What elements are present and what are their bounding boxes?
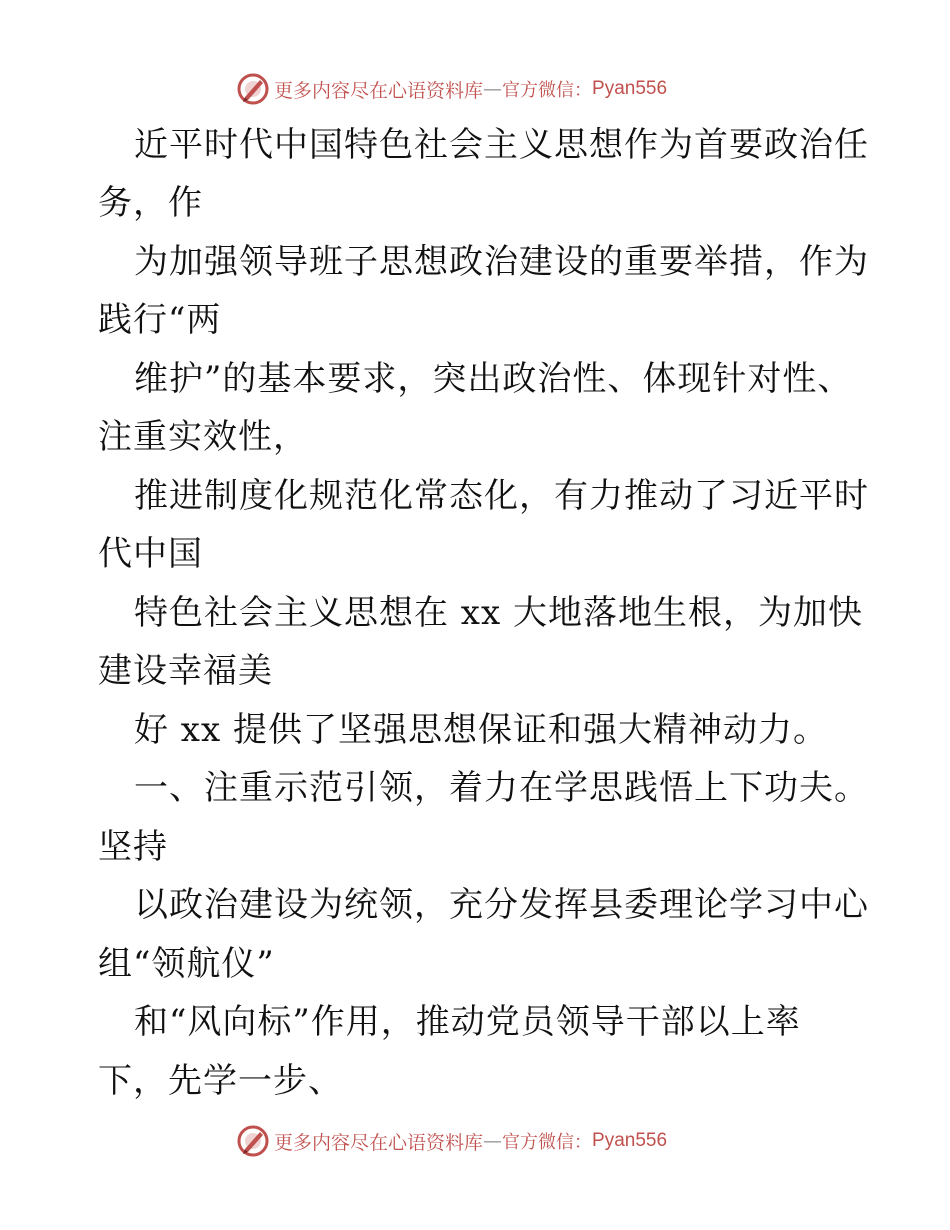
watermark-separator: — (483, 1130, 503, 1152)
watermark-text: 更多内容尽在心语资料库 (274, 1131, 484, 1154)
text-line: 坚持 (98, 827, 168, 867)
watermark-wechat-label: 官方微信： (502, 80, 593, 101)
text-line: 为加强领导班子思想政治建设的重要举措，作为 (134, 242, 869, 282)
text-line: 推进制度化规范化常态化，有力推动了习近平时 (134, 476, 869, 516)
text-line: 务，作 (98, 183, 203, 223)
text-line: 注重实效性， (98, 417, 308, 457)
text-line: 建设幸福美 (98, 651, 273, 691)
text-line: 践行“两 (98, 300, 222, 340)
text-line: 近平时代中国特色社会主义思想作为首要政治任 (134, 125, 869, 165)
watermark-text: 更多内容尽在心语资料库 (274, 79, 484, 102)
watermark-footer (236, 1124, 667, 1158)
text-line: 组“领航仪” (98, 944, 275, 984)
watermark-wechat-label: 官方微信： (502, 1132, 593, 1153)
pen-circle-logo-icon (236, 72, 270, 106)
text-line: 特色社会主义思想在 xx 大地落地生根，为加快 (134, 593, 863, 633)
text-line: 一、注重示范引领，着力在学思践悟上下功夫。 (134, 768, 869, 808)
text-line: 以政治建设为统领，充分发挥县委理论学习中心 (134, 885, 869, 925)
watermark-separator: — (483, 78, 503, 100)
watermark-wechat-id: Pyan556 (592, 78, 668, 99)
text-line: 好 xx 提供了坚强思想保证和强大精神动力。 (134, 710, 828, 750)
watermark-header (236, 72, 667, 106)
text-line: 代中国 (98, 534, 203, 574)
text-line: 和“风向标”作用，推动党员领导干部以上率 (134, 1002, 801, 1042)
text-line: 维护”的基本要求，突出政治性、体现针对性、 (134, 359, 853, 399)
pen-circle-logo-icon (236, 1124, 270, 1158)
watermark-wechat-id: Pyan556 (592, 1130, 668, 1151)
text-line: 下，先学一步、 (98, 1061, 343, 1101)
